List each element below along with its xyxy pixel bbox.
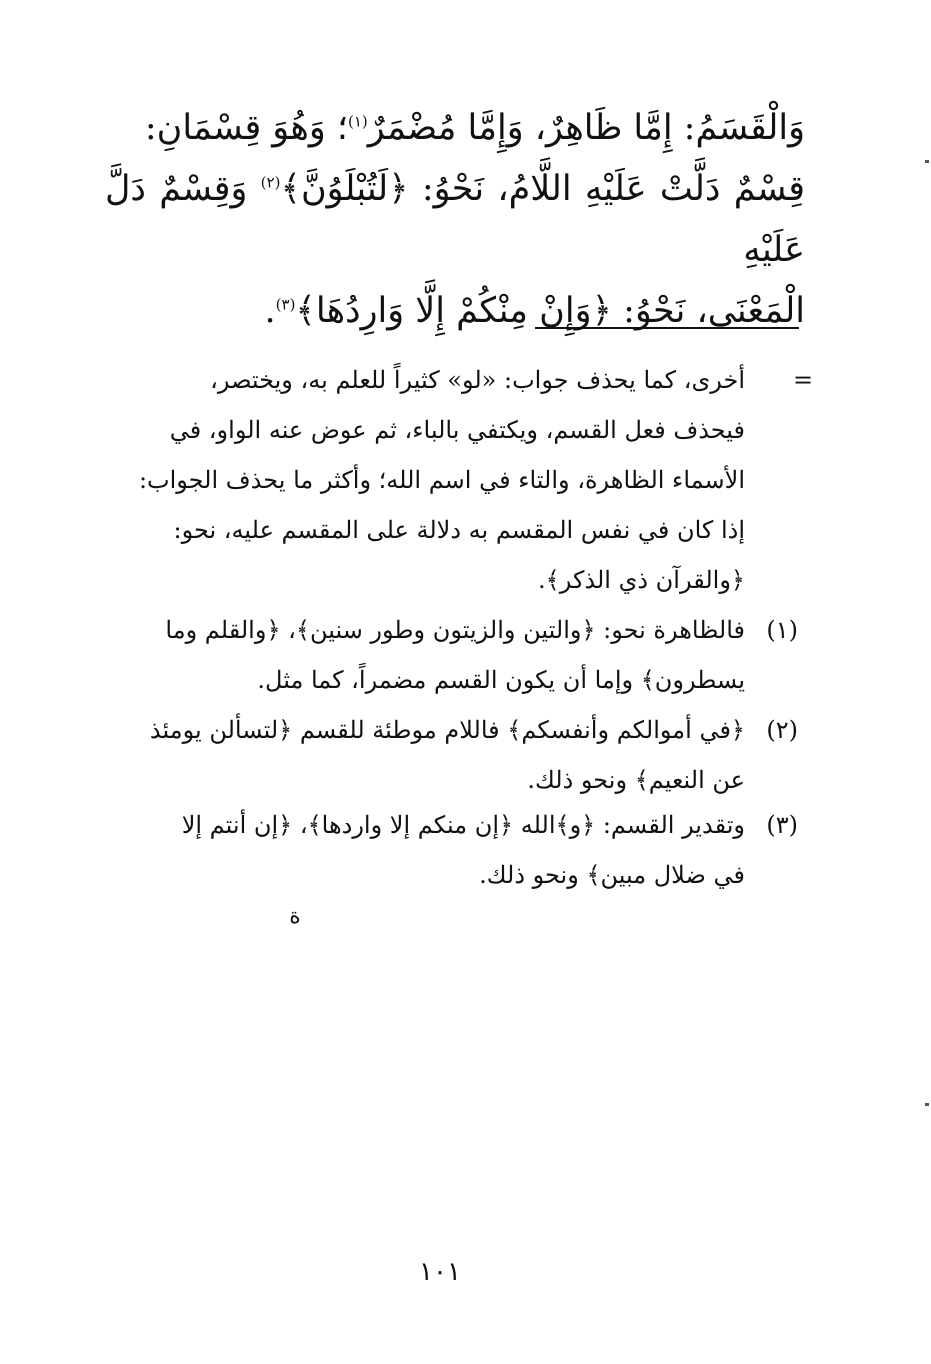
footnote-separator	[535, 327, 799, 329]
footnote-number: (١)	[766, 616, 798, 644]
footnote-line: ﴿في أموالكم وأنفسكم﴾ فاللام موطئة للقسم ﴿لتسألن يومئذ	[149, 716, 745, 744]
main-line	[105, 98, 805, 159]
footnote-2	[105, 705, 745, 805]
footnote-line: إذا كان في نفس المقسم به دلالة على المقسم عليه، نحو:	[173, 516, 745, 544]
footnote-line: فالظاهرة نحو: ﴿والتين والزيتون وطور سنين﴾، ﴿والقلم وما	[165, 616, 745, 644]
footnote-reference[interactable]: (٢)	[260, 173, 281, 192]
footnote-line: وتقدير القسم: ﴿و﴾الله ﴿إن منكم إلا واردها﴾، ﴿إن أنتم إلا	[181, 811, 745, 839]
footnote-reference[interactable]: (٣)	[275, 295, 296, 314]
main-line	[105, 159, 805, 281]
footnote-line: أخرى، كما يحذف جواب: «لو» كثيراً للعلم به، ويختصر،	[210, 366, 745, 394]
footnote-reference[interactable]: (١)	[348, 112, 368, 131]
main-text-segment: وَالْقَسَمُ: إِمَّا ظَاهِرٌ، وَإِمَّا مُضْمَرٌ	[367, 108, 805, 148]
footnote-1	[105, 605, 745, 705]
footnote-number: (٢)	[766, 716, 798, 744]
footnote-line: ﴿والقرآن ذي الذكر﴾.	[538, 566, 745, 594]
main-text-segment: ؛ وَهُوَ قِسْمَانِ:	[144, 108, 348, 148]
scan-edge-mark	[925, 160, 929, 163]
footnote-3	[105, 800, 745, 900]
main-text-segment: .	[264, 291, 276, 331]
main-text-segment: قِسْمٌ دَلَّتْ عَلَيْهِ اللَّامُ، نَحْوُ: ﴿لَتُبْلَوُنَّ﴾	[280, 169, 805, 209]
ornament-glyph: ة	[289, 904, 301, 929]
continuation-marker: =	[793, 366, 814, 394]
main-text-block	[105, 98, 805, 342]
footnote-line: عن النعيم﴾ ونحو ذلك.	[527, 766, 745, 794]
footnote-line: في ضلال مبين﴾ ونحو ذلك.	[479, 861, 745, 889]
footnote-number: (٣)	[766, 811, 798, 839]
footnote-continuation	[105, 355, 745, 605]
main-text-segment: الْمَعْنَى، نَحْوُ: ﴿وَإِنْ مِنْكُمْ إِلَّا وَارِدُهَا﴾	[295, 291, 805, 331]
main-text-segment: وَقِسْمٌ دَلَّ عَلَيْهِ	[105, 169, 805, 270]
footnote-line: فيحذف فعل القسم، ويكتفي بالباء، ثم عوض عنه الواو، في	[169, 416, 745, 444]
main-line	[105, 281, 805, 342]
page-number: ١٠١	[419, 1257, 461, 1287]
footnote-line: الأسماء الظاهرة، والتاء في اسم الله؛ وأكثر ما يحذف الجواب:	[138, 466, 745, 494]
footnote-line: يسطرون﴾ وإما أن يكون القسم مضمراً، كما مثل.	[257, 666, 745, 694]
scan-edge-mark	[925, 1103, 929, 1106]
